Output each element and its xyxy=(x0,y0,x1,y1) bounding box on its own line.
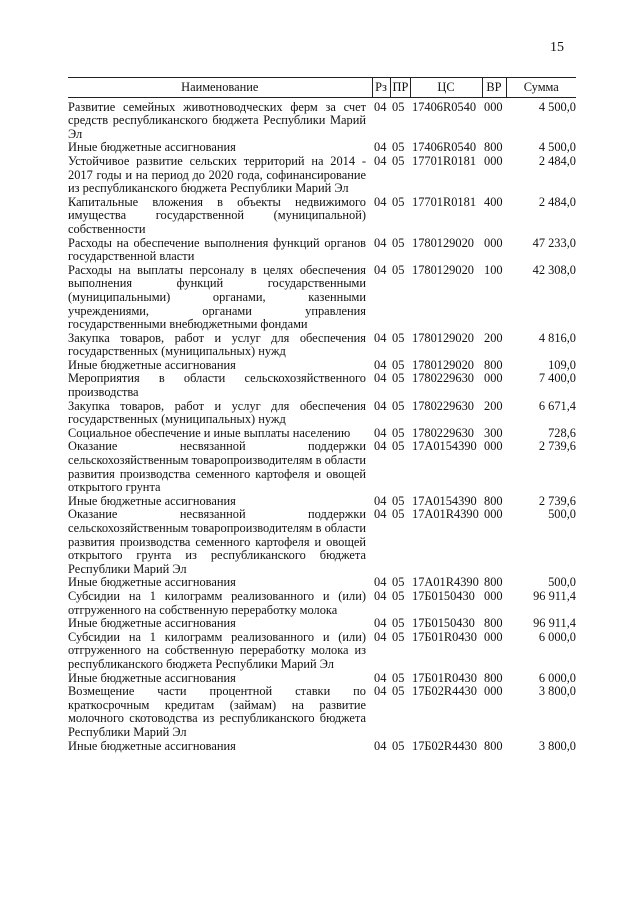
row-name-cell: Иные бюджетные ассигнования xyxy=(68,670,236,685)
row-rz-cell: 04 xyxy=(374,262,387,277)
row-pr-cell: 05 xyxy=(392,738,405,753)
row-cs-cell: 17А0154390 xyxy=(412,439,477,454)
row-pr-cell: 05 xyxy=(392,684,405,699)
row-sum-cell: 4 816,0 xyxy=(538,330,576,345)
row-pr-cell: 05 xyxy=(392,99,405,114)
row-cs-cell: 1780129020 xyxy=(412,235,474,250)
row-pr-cell: 05 xyxy=(392,330,405,345)
table-row xyxy=(68,576,576,590)
budget-table xyxy=(68,77,576,753)
row-rz-cell: 04 xyxy=(374,357,387,372)
row-cs-cell: 1780229630 xyxy=(412,425,474,440)
row-vr-cell: 000 xyxy=(484,371,503,386)
row-vr-cell: 000 xyxy=(484,629,503,644)
table-row xyxy=(68,264,576,332)
row-rz-cell: 04 xyxy=(374,371,387,386)
row-sum-cell: 3 800,0 xyxy=(538,684,576,699)
table-row xyxy=(68,359,576,373)
row-vr-cell: 800 xyxy=(484,670,503,685)
row-rz-cell: 04 xyxy=(374,670,387,685)
row-name-cell: Иные бюджетные ассигнования xyxy=(68,575,236,590)
row-pr-cell: 05 xyxy=(392,616,405,631)
row-name-cell: Иные бюджетные ассигнования xyxy=(68,493,236,508)
row-cs-cell: 17Б02R4430 xyxy=(412,684,477,699)
row-rz-cell: 04 xyxy=(374,575,387,590)
row-vr-cell: 800 xyxy=(484,357,503,372)
row-sum-cell: 2 739,6 xyxy=(538,493,576,508)
row-cs-cell: 17Б01R0430 xyxy=(412,670,477,685)
row-sum-cell: 47 233,0 xyxy=(532,235,576,250)
table-row xyxy=(68,97,576,141)
row-vr-cell: 800 xyxy=(484,575,503,590)
row-rz-cell: 04 xyxy=(374,140,387,155)
row-rz-cell: 04 xyxy=(374,235,387,250)
row-pr-cell: 05 xyxy=(392,153,405,168)
row-pr-cell: 05 xyxy=(392,235,405,250)
row-cs-cell: 1780229630 xyxy=(412,371,474,386)
row-vr-cell: 000 xyxy=(484,588,503,603)
row-pr-cell: 05 xyxy=(392,357,405,372)
table-row xyxy=(68,237,576,264)
table-row xyxy=(68,400,576,427)
table-body xyxy=(68,97,576,753)
table-row xyxy=(68,427,576,441)
row-name-cell: Развитие семейных животноводческих ферм за счет средств республиканского бюджета Республики Марий Эл xyxy=(68,99,366,141)
row-name-cell: Иные бюджетные ассигнования xyxy=(68,616,236,631)
row-name-cell: Иные бюджетные ассигнования xyxy=(68,738,236,753)
row-vr-cell: 200 xyxy=(484,398,503,413)
row-pr-cell: 05 xyxy=(392,439,405,454)
table-row xyxy=(68,332,576,359)
column-header-cs: ЦС xyxy=(410,78,482,98)
row-name-cell: Расходы на обеспечение выполнения функций органов государственной власти xyxy=(68,235,366,264)
row-name-cell: Субсидии на 1 килограмм реализованного и (или) отгруженного на собственную переработку молока xyxy=(68,588,366,617)
row-vr-cell: 800 xyxy=(484,493,503,508)
table-row xyxy=(68,372,576,399)
table-row xyxy=(68,631,576,672)
row-cs-cell: 17Б01R0430 xyxy=(412,629,477,644)
row-vr-cell: 000 xyxy=(484,439,503,454)
row-rz-cell: 04 xyxy=(374,439,387,454)
row-rz-cell: 04 xyxy=(374,616,387,631)
page-number: 15 xyxy=(550,40,564,55)
table-header xyxy=(68,78,576,98)
row-vr-cell: 000 xyxy=(484,684,503,699)
row-cs-cell: 17А01R4390 xyxy=(412,575,479,590)
row-sum-cell: 2 484,0 xyxy=(538,194,576,209)
table-row xyxy=(68,590,576,617)
row-sum-cell: 4 500,0 xyxy=(538,99,576,114)
row-name-cell: Оказание несвязанной поддержки сельскохозяйственным товаропроизводителям в области развития производства семенного картофеля и овощей открытого грунта xyxy=(68,439,366,495)
row-vr-cell: 800 xyxy=(484,616,503,631)
table-row xyxy=(68,740,576,754)
table-row xyxy=(68,508,576,576)
row-vr-cell: 000 xyxy=(484,235,503,250)
table-row xyxy=(68,440,576,494)
row-name-cell: Мероприятия в области сельскохозяйственного производства xyxy=(68,371,366,400)
row-vr-cell: 000 xyxy=(484,153,503,168)
row-pr-cell: 05 xyxy=(392,425,405,440)
row-sum-cell: 96 911,4 xyxy=(533,588,576,603)
row-cs-cell: 17А01R4390 xyxy=(412,507,479,522)
row-rz-cell: 04 xyxy=(374,493,387,508)
row-name-cell: Оказание несвязанной поддержки сельскохозяйственным товаропроизводителям в области развития производства семенного картофеля и овощей открытого грунта из республиканского бюджета Республики Марий Эл xyxy=(68,507,366,576)
row-sum-cell: 7 400,0 xyxy=(538,371,576,386)
row-rz-cell: 04 xyxy=(374,194,387,209)
row-vr-cell: 000 xyxy=(484,507,503,522)
row-sum-cell: 6 671,4 xyxy=(538,398,576,413)
row-vr-cell: 100 xyxy=(484,262,503,277)
row-cs-cell: 17701R0181 xyxy=(412,153,477,168)
row-pr-cell: 05 xyxy=(392,507,405,522)
row-pr-cell: 05 xyxy=(392,371,405,386)
row-pr-cell: 05 xyxy=(392,575,405,590)
row-pr-cell: 05 xyxy=(392,493,405,508)
row-sum-cell: 500,0 xyxy=(548,507,576,522)
row-sum-cell: 96 911,4 xyxy=(533,616,576,631)
row-sum-cell: 500,0 xyxy=(548,575,576,590)
row-name-cell: Устойчивое развитие сельских территорий на 2014 - 2017 годы и на период до 2020 года, софинансирование из республиканского бюджета Республики Марий Эл xyxy=(68,153,366,196)
row-pr-cell: 05 xyxy=(392,629,405,644)
table-row xyxy=(68,155,576,196)
row-pr-cell: 05 xyxy=(392,140,405,155)
row-rz-cell: 04 xyxy=(374,588,387,603)
row-cs-cell: 17А0154390 xyxy=(412,493,477,508)
row-rz-cell: 04 xyxy=(374,425,387,440)
row-name-cell: Возмещение части процентной ставки по краткосрочным кредитам (займам) на развитие молочного скотоводства из республиканского бюджета Республики Марий Эл xyxy=(68,684,366,739)
row-pr-cell: 05 xyxy=(392,670,405,685)
row-vr-cell: 800 xyxy=(484,140,503,155)
column-header-vr: ВР xyxy=(482,78,506,98)
row-name-cell: Закупка товаров, работ и услуг для обеспечения государственных (муниципальных) нужд xyxy=(68,330,366,359)
row-sum-cell: 4 500,0 xyxy=(538,140,576,155)
row-rz-cell: 04 xyxy=(374,99,387,114)
row-rz-cell: 04 xyxy=(374,738,387,753)
row-cs-cell: 17406R0540 xyxy=(412,140,477,155)
column-header-name: Наименование xyxy=(68,78,372,98)
row-pr-cell: 05 xyxy=(392,194,405,209)
table-row xyxy=(68,495,576,509)
row-sum-cell: 2 739,6 xyxy=(538,439,576,454)
column-header-rz: Рз xyxy=(372,78,390,98)
table-row xyxy=(68,617,576,631)
row-name-cell: Субсидии на 1 килограмм реализованного и (или) отгруженного на собственную переработку молока из республиканского бюджета Республики Марий Эл xyxy=(68,629,366,671)
row-rz-cell: 04 xyxy=(374,330,387,345)
table-row xyxy=(68,672,576,686)
row-cs-cell: 17701R0181 xyxy=(412,194,477,209)
row-vr-cell: 300 xyxy=(484,425,503,440)
row-sum-cell: 2 484,0 xyxy=(538,153,576,168)
row-rz-cell: 04 xyxy=(374,153,387,168)
row-sum-cell: 6 000,0 xyxy=(538,670,576,685)
row-cs-cell: 17Б0150430 xyxy=(412,588,475,603)
table-row xyxy=(68,196,576,237)
row-vr-cell: 200 xyxy=(484,330,503,345)
row-vr-cell: 400 xyxy=(484,194,503,209)
row-name-cell: Социальное обеспечение и иные выплаты населению xyxy=(68,425,351,440)
column-header-pr: ПР xyxy=(390,78,410,98)
row-rz-cell: 04 xyxy=(374,684,387,699)
row-cs-cell: 1780129020 xyxy=(412,262,474,277)
row-sum-cell: 6 000,0 xyxy=(538,629,576,644)
row-rz-cell: 04 xyxy=(374,629,387,644)
row-pr-cell: 05 xyxy=(392,588,405,603)
column-header-sum: Сумма xyxy=(506,78,576,98)
table-row xyxy=(68,685,576,739)
row-name-cell: Иные бюджетные ассигнования xyxy=(68,357,236,372)
row-sum-cell: 3 800,0 xyxy=(538,738,576,753)
row-cs-cell: 17Б02R4430 xyxy=(412,738,477,753)
row-sum-cell: 42 308,0 xyxy=(532,262,576,277)
row-name-cell: Расходы на выплаты персоналу в целях обеспечения выполнения функций государственными (муниципальными) органами, казенными учреждениями, органами управления государственными внебюджетными фондами xyxy=(68,262,366,332)
row-pr-cell: 05 xyxy=(392,262,405,277)
table-row xyxy=(68,141,576,155)
row-vr-cell: 000 xyxy=(484,99,503,114)
row-cs-cell: 1780129020 xyxy=(412,357,474,372)
row-sum-cell: 109,0 xyxy=(548,357,576,372)
row-vr-cell: 800 xyxy=(484,738,503,753)
row-sum-cell: 728,6 xyxy=(548,425,576,440)
row-rz-cell: 04 xyxy=(374,507,387,522)
row-cs-cell: 1780229630 xyxy=(412,398,474,413)
row-cs-cell: 17406R0540 xyxy=(412,99,477,114)
row-name-cell: Иные бюджетные ассигнования xyxy=(68,140,236,155)
row-rz-cell: 04 xyxy=(374,398,387,413)
row-cs-cell: 17Б0150430 xyxy=(412,616,475,631)
row-name-cell: Капитальные вложения в объекты недвижимого имущества государственной (муниципальной) собственности xyxy=(68,194,366,236)
row-pr-cell: 05 xyxy=(392,398,405,413)
row-name-cell: Закупка товаров, работ и услуг для обеспечения государственных (муниципальных) нужд xyxy=(68,398,366,427)
row-cs-cell: 1780129020 xyxy=(412,330,474,345)
